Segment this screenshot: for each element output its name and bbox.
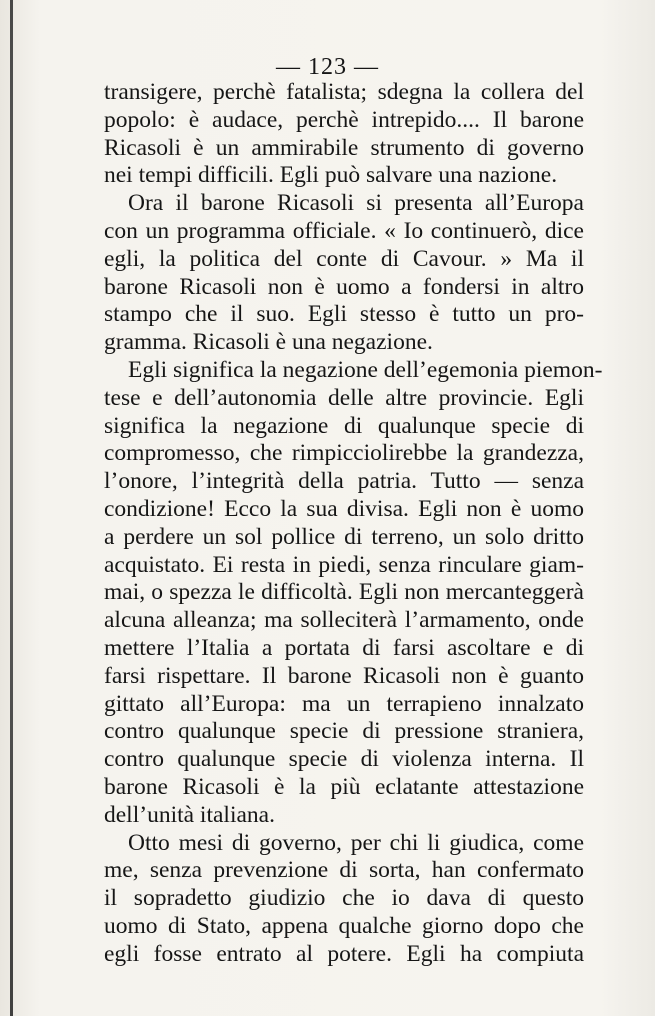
text-line: tese e dell’autonomia delle altre provincie. Egli [104,384,584,411]
text-line: contro qualunque specie di violenza interna. Il [104,746,584,773]
text-line: uomo di Stato, appena qualche giorno dopo che [104,912,584,939]
text-line: l’onore, l’integrità della patria. Tutto — senza [104,468,584,495]
page-number: — 123 — [276,54,379,80]
text-line: significa la negazione di qualunque specie di [104,412,584,439]
text-line: stampo che il suo. Egli stesso è tutto un pro- [104,301,584,328]
text-line: alcuna alleanza; ma solleciterà l’armamento, onde [104,607,584,634]
text-line: nei tempi difficili. Egli può salvare una nazione. [104,162,558,189]
text-line: gittato all’Europa: ma un terrapieno innalzato [104,690,584,717]
text-line: mettere l’Italia a portata di farsi ascoltare e di [104,634,584,661]
text-line: compromesso, che rimpicciolirebbe la grandezza, [104,440,584,467]
binding-gutter-shadow [10,0,13,1016]
text-line: Egli significa la negazione dell’egemonia piemon- [128,356,603,383]
text-line: Otto mesi di governo, per chi li giudica, come [128,829,584,856]
text-line: popolo: è audace, perchè intrepido.... Il barone [104,106,584,133]
text-line: egli fosse entrato al potere. Egli ha compiuta [104,940,584,967]
text-line: farsi rispettare. Il barone Ricasoli non è guanto [104,662,584,689]
text-line: me, senza prevenzione di sorta, han confermato [104,857,584,884]
text-line: mai, o spezza le difficoltà. Egli non mercanteggerà [104,579,584,606]
text-line: gramma. Ricasoli è una negazione. [104,329,433,356]
text-line: a perdere un sol pollice di terreno, un solo dritto [104,523,584,550]
text-line: transigere, perchè fatalista; sdegna la collera del [104,79,584,105]
body-text [104,79,603,969]
text-line: barone Ricasoli non è uomo a fondersi in altro [104,273,584,300]
text-line: con un programma officiale. « Io continuerò, dice [104,217,584,244]
text-line: egli, la politica del conte di Cavour. » Ma il [104,245,584,272]
text-line: dell’unità italiana. [104,801,275,828]
text-line: Ricasoli è un ammirabile strumento di governo [104,134,584,161]
text-line: il sopradetto giudizio che io dava di questo [104,885,584,912]
text-line: Ora il barone Ricasoli si presenta all’Europa [128,190,584,217]
text-line: condizione! Ecco la sua divisa. Egli non è uomo [104,495,584,522]
text-line: contro qualunque specie di pressione straniera, [104,718,584,745]
text-line: acquistato. Ei resta in piedi, senza rinculare giam- [104,551,584,578]
text-line: barone Ricasoli è la più eclatante attestazione [104,773,584,800]
